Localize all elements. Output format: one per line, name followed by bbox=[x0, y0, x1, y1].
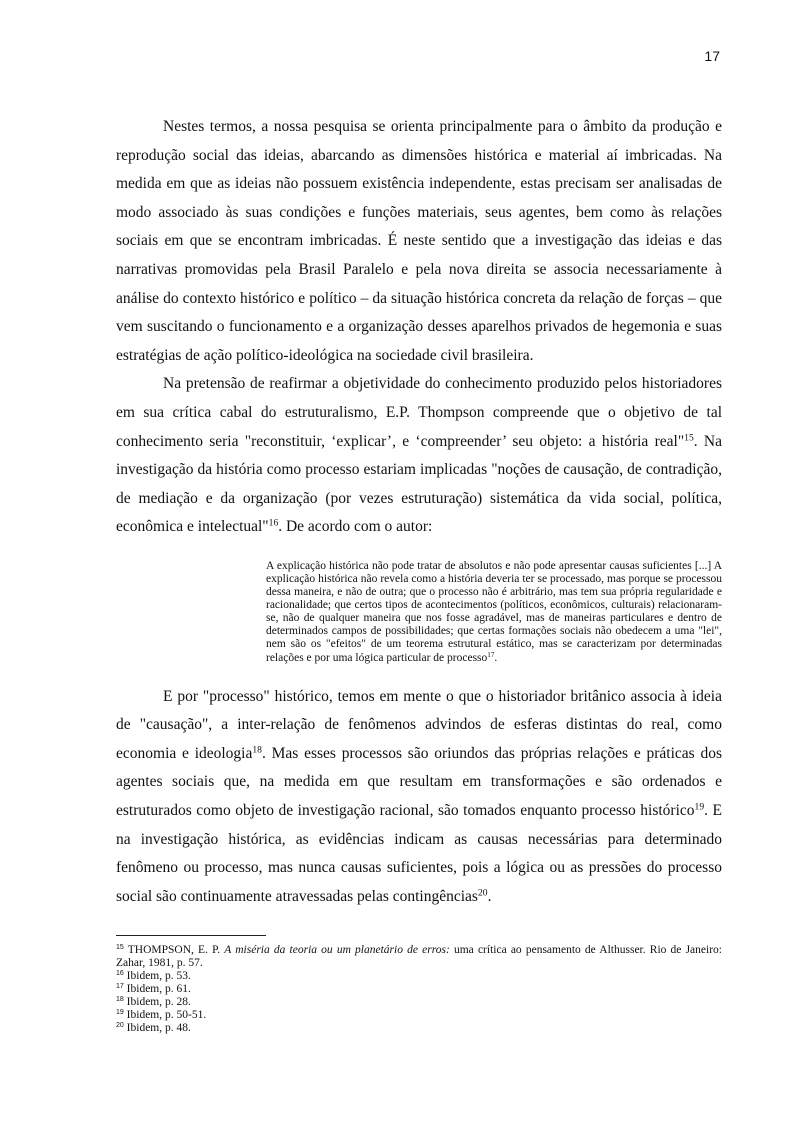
footnote-ref-16[interactable]: 16 bbox=[268, 518, 279, 530]
footnote-17 bbox=[116, 983, 722, 996]
footnote-16 bbox=[116, 970, 722, 983]
footnote-ref-15[interactable]: 15 bbox=[684, 432, 694, 444]
footnote-text: Ibidem, p. 53. bbox=[126, 970, 191, 982]
footnote-number: 19 bbox=[116, 1009, 124, 1017]
paragraph-2-part-3: . De acordo com o autor: bbox=[278, 518, 433, 536]
footnote-number: 20 bbox=[116, 1022, 124, 1030]
footnote-19 bbox=[116, 1009, 722, 1022]
footnote-text: Ibidem, p. 28. bbox=[126, 996, 191, 1008]
footnote-text: Ibidem, p. 61. bbox=[126, 983, 191, 995]
paragraph-3 bbox=[116, 683, 722, 912]
footnote-book-title: A miséria da teoria ou um planetário de erros: bbox=[224, 944, 450, 956]
paragraph-2 bbox=[116, 370, 722, 542]
footnote-text-after: uma crítica ao pensamento de Althusser. Rio de Janeiro: Zahar, 1981, p. 57. bbox=[116, 944, 722, 969]
paragraph-2-part-2: . Na investigação da história como processo estariam implicadas "noções de causação, de contradição, de mediação e da organização (por vezes estruturação) sistemática da vida social, política, econômica e intelectual" bbox=[116, 432, 723, 536]
paragraph-3-part-3: . E na investigação histórica, as evidências indicam as causas necessárias para determinado fenômeno ou processo, mas nunca causas suficientes, pois a lógica ou as pressões do processo social são continuamente atravessadas pelas contingências bbox=[116, 802, 723, 905]
footnote-ref-18[interactable]: 18 bbox=[252, 744, 262, 756]
footnote-ref-20[interactable]: 20 bbox=[477, 887, 488, 899]
paragraph-3-part-1: E por "processo" histórico, temos em mente o que o historiador britânico associa à ideia de "causação", a inter-relação de fenômenos advindos de esferas distintas do real, como economia e ideologia bbox=[116, 687, 722, 762]
paragraph-2-part-1: Na pretensão de reafirmar a objetividade do conhecimento produzido pelos historiadores em sua crítica cabal do estruturalismo, E.P. Thompson compreende que o objetivo de tal conhecimento seria "reconstituir, ‘explicar’, e ‘compreender’ seu objeto: a história real" bbox=[116, 375, 722, 450]
footnote-number: 15 bbox=[116, 944, 124, 952]
footnote-20 bbox=[116, 1022, 722, 1035]
footnote-text: Ibidem, p. 48. bbox=[126, 1022, 191, 1034]
block-quote-text: A explicação histórica não pode tratar de absolutos e não pode apresentar causas suficientes [...] A explicação histórica não revela como a história deveria ter se processado, mas porque se processou dessa maneira, e não de outra; que o processo não é arbitrário, mas tem sua própria regularidade e racionalidade; que certos tipos de acontecimentos (políticos, econômicos, culturais) relacionaram-se, não de qualquer maneira que nos fosse agradável, mas de maneiras particulares e dentro de determinados campos de possibilidades; que certas formações sociais não obedecem a uma "lei", nem são os "efeitos" de um teorema estrutural estático, mas se caracterizam por determinadas relações e por uma lógica particular de processo bbox=[266, 559, 722, 664]
body-text bbox=[116, 113, 722, 911]
footnote-number: 16 bbox=[116, 970, 124, 978]
footnote-15 bbox=[116, 944, 722, 970]
footnote-text: Ibidem, p. 50-51. bbox=[126, 1009, 207, 1021]
footnote-text-before: THOMPSON, E. P. bbox=[127, 944, 225, 956]
paragraph-3-part-4: . bbox=[487, 887, 492, 905]
block-quote-end: . bbox=[494, 651, 498, 664]
footnote-number: 17 bbox=[116, 983, 124, 991]
footnote-ref-19[interactable]: 19 bbox=[694, 801, 705, 813]
footnote-separator bbox=[116, 935, 266, 936]
footnotes bbox=[116, 944, 722, 1035]
footnote-18 bbox=[116, 996, 722, 1009]
page-number: 17 bbox=[704, 48, 720, 64]
block-quote bbox=[266, 560, 722, 665]
footnote-number: 18 bbox=[116, 996, 124, 1004]
paragraph-1: Nestes termos, a nossa pesquisa se orienta principalmente para o âmbito da produção e reprodução social das ideias, abarcando as dimensões histórica e material aí imbricadas. Na medida em que as ideias não possuem existência independente, estas precisam ser analisadas de modo associado às suas condições e funções materiais, seus agentes, bem como às relações sociais em que se encontram imbricadas. É neste sentido que a investigação das ideias e das narrativas promovidas pela Brasil Paralelo e pela nova direita se associa necessariamente à análise do contexto histórico e político – da situação histórica concreta da relação de forças – que vem suscitando o funcionamento e a organização desses aparelhos privados de hegemonia e suas estratégias de ação político-ideológica na sociedade civil brasileira. bbox=[116, 118, 722, 364]
paragraph-3-part-2: . Mas esses processos são oriundos das próprias relações e práticas dos agentes sociais que, na medida em que resultam em transformações e são ordenados e estruturados como objeto de investigação racional, são tomados enquanto processo histórico bbox=[116, 744, 722, 820]
footnote-ref-17[interactable]: 17 bbox=[487, 650, 495, 659]
